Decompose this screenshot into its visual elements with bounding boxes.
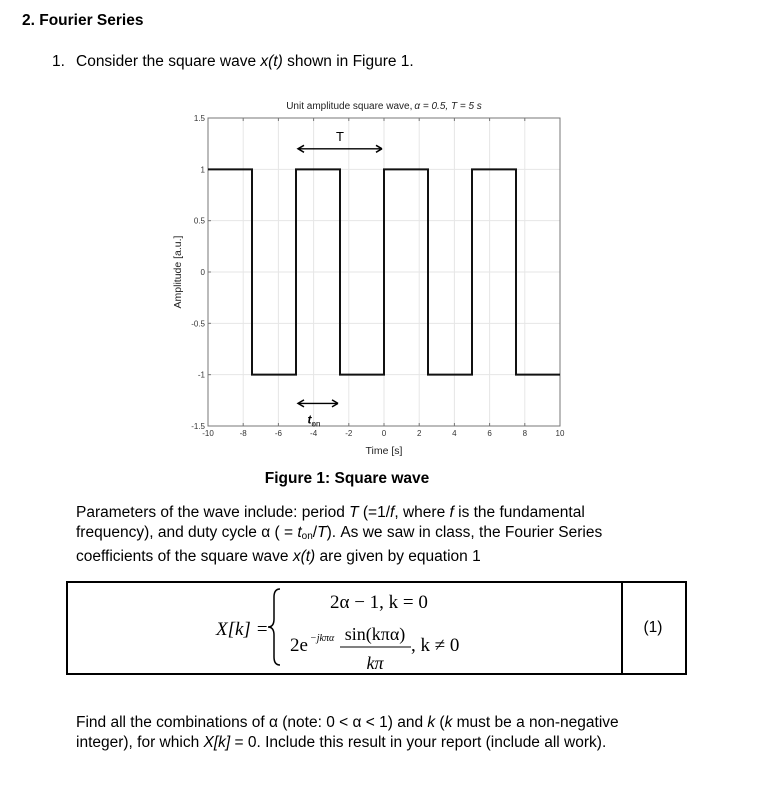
equation-1 [68,583,621,673]
x-tick-label: 2 [416,429,422,438]
y-tick-label: 1 [200,165,205,175]
x-tick-label: -10 [202,429,214,438]
ton-subscript: on [311,419,321,429]
x-tick-label: 6 [487,429,492,438]
task-paragraph [76,713,619,753]
equation-exponent: −jkπα [310,633,335,644]
x-tick-label: 0 [381,429,387,438]
paragraph-line: integer), for which X[k] = 0. Include this result in your report (include all work). [76,734,607,751]
period-label: T [336,128,344,144]
equation-number: (1) [643,619,663,636]
brace-icon [268,589,280,665]
figure-caption: Figure 1: Square wave [264,470,430,487]
paragraph-line: Find all the combinations of α (note: 0 < α < 1) and k (k must be a non-negative [76,714,619,731]
question-number: 1. [52,53,65,70]
equation-case-1: 2α − 1, k = 0 [330,592,428,613]
y-tick-label: 1.5 [193,114,205,123]
equation-numerator: sin(kπα) [344,624,406,644]
equation-denominator: kπ [366,653,384,673]
x-tick-label: 10 [555,429,565,438]
y-tick-label: 0.5 [193,216,205,226]
paragraph-line: Parameters of the wave include: period T (=1/f, where f is the fundamental [76,504,585,521]
question-text-end: shown in Figure 1. [282,53,414,70]
square-wave-chart [150,95,590,465]
equation-table [66,581,687,675]
y-axis-label: Amplitude [a.u.] [172,235,184,309]
y-tick-label: -1.5 [191,422,205,431]
x-tick-label: 8 [522,429,528,438]
x-tick-label: -6 [274,429,282,438]
x-axis-label: Time [s] [365,445,403,457]
x-tick-label: -4 [310,429,318,438]
paragraph-line: coefficients of the square wave x(t) are given by equation 1 [76,548,481,565]
question-1 [52,53,414,71]
question-text: Consider the square wave [76,53,261,70]
paragraph-line: frequency), and duty cycle α ( = $t_{on}/T$). As we saw in class, the Fourier Series [76,524,603,542]
y-tick-label: -1 [197,370,205,380]
question-var: x(t) [260,53,283,70]
x-tick-label: -8 [239,429,247,438]
equation-case-2-prefix: 2e [290,635,308,656]
chart-title: Unit amplitude square wave, α = 0.5, T = 5 s [286,101,482,112]
equation-lhs: X[k] = [216,619,269,640]
chart-ticks [191,114,565,438]
section-title: 2. Fourier Series [22,12,144,29]
x-tick-label: -2 [345,429,353,438]
y-tick-label: -0.5 [191,319,205,329]
equation-case-2-condition: , k ≠ 0 [411,635,460,656]
y-tick-label: 0 [200,268,205,277]
parameters-paragraph [76,503,602,567]
x-tick-label: 4 [452,429,457,438]
ton-label: $t_{on}$ [307,412,321,429]
